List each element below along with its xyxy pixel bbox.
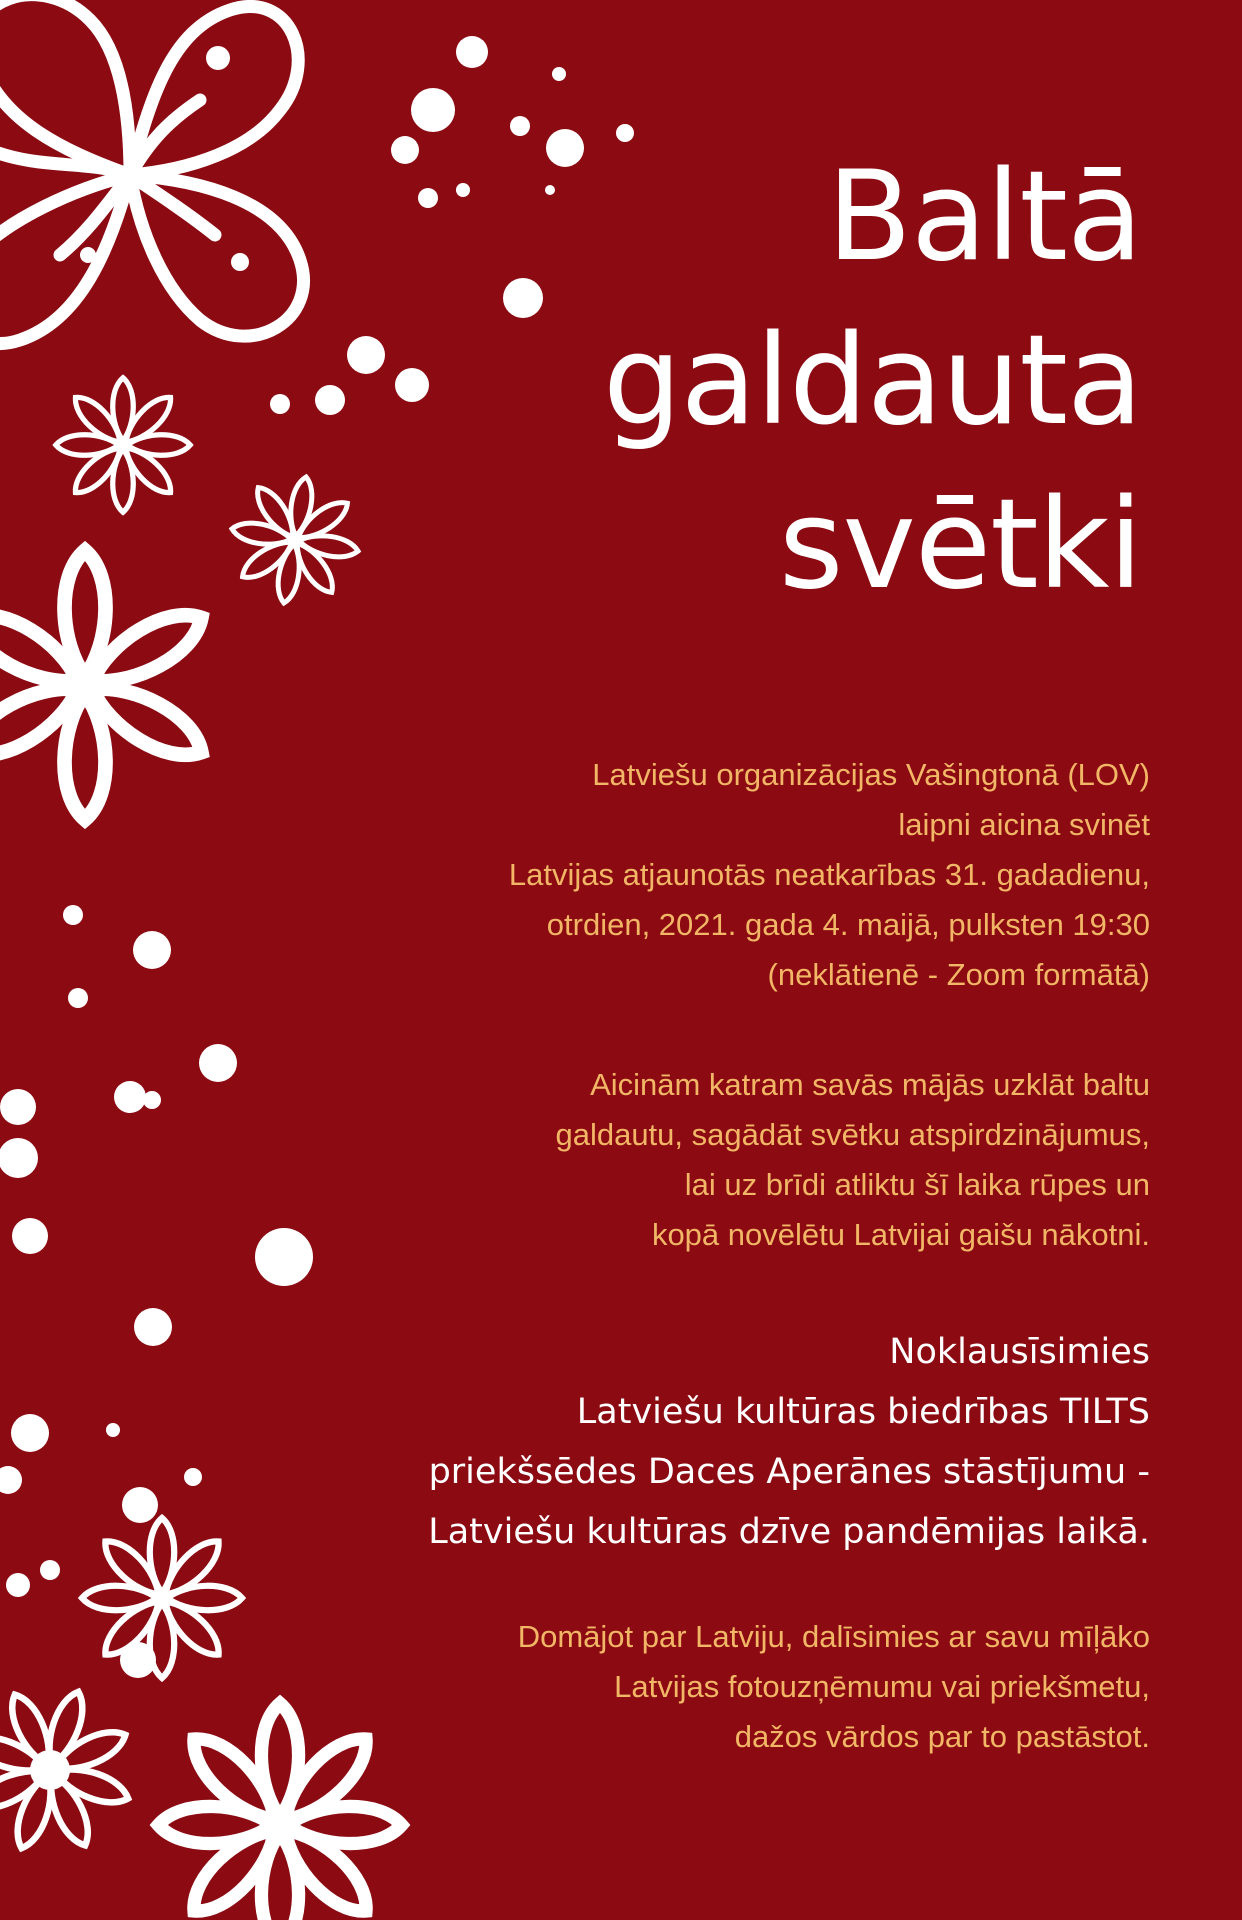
speaker-text [428, 1322, 1150, 1562]
title-line: Baltā [826, 145, 1142, 289]
text-line: lai uz brīdi atliktu šī laika rūpes un [684, 1167, 1150, 1202]
large-flower-icon [0, 0, 304, 344]
poster-title [603, 135, 1142, 627]
text-line: dažos vārdos par to pastāstot. [734, 1719, 1150, 1754]
text-line: Domājot par Latviju, dalīsimies ar savu mīļāko [517, 1619, 1150, 1654]
text-line: (neklātienē - Zoom formātā) [767, 957, 1150, 992]
text-line: Noklausīsimies [889, 1332, 1150, 1372]
text-line: galdautu, sagādāt svētku atspirdzinājumus, [555, 1117, 1150, 1152]
text-line: Latvijas atjaunotās neatkarības 31. gadadienu, [508, 857, 1150, 892]
text-line: Latviešu kultūras dzīve pandēmijas laikā. [428, 1512, 1150, 1552]
text-line: kopā novēlētu Latvijai gaišu nākotni. [651, 1217, 1150, 1252]
sharing-text [518, 1612, 1150, 1762]
call-to-action-text [555, 1060, 1150, 1260]
flower-icon [0, 551, 212, 820]
title-line: svētki [778, 473, 1142, 617]
text-line: otrdien, 2021. gada 4. maijā, pulksten 19:30 [546, 907, 1150, 942]
text-line: Aicinām katram savās mājās uzklāt baltu [590, 1067, 1150, 1102]
text-line: priekšsēdes Daces Aperānes stāstījumu - [428, 1452, 1150, 1492]
text-line: Latvijas fotouzņēmumu vai priekšmetu, [614, 1669, 1150, 1704]
text-line: Latviešu organizācijas Vašingtonā (LOV) [592, 757, 1150, 792]
flower-icon [158, 1703, 401, 1920]
text-line: Latviešu kultūras biedrības TILTS [576, 1392, 1150, 1432]
text-line: laipni aicina svinēt [898, 807, 1150, 842]
invitation-text [509, 750, 1150, 1000]
title-line: galdauta [602, 309, 1142, 453]
